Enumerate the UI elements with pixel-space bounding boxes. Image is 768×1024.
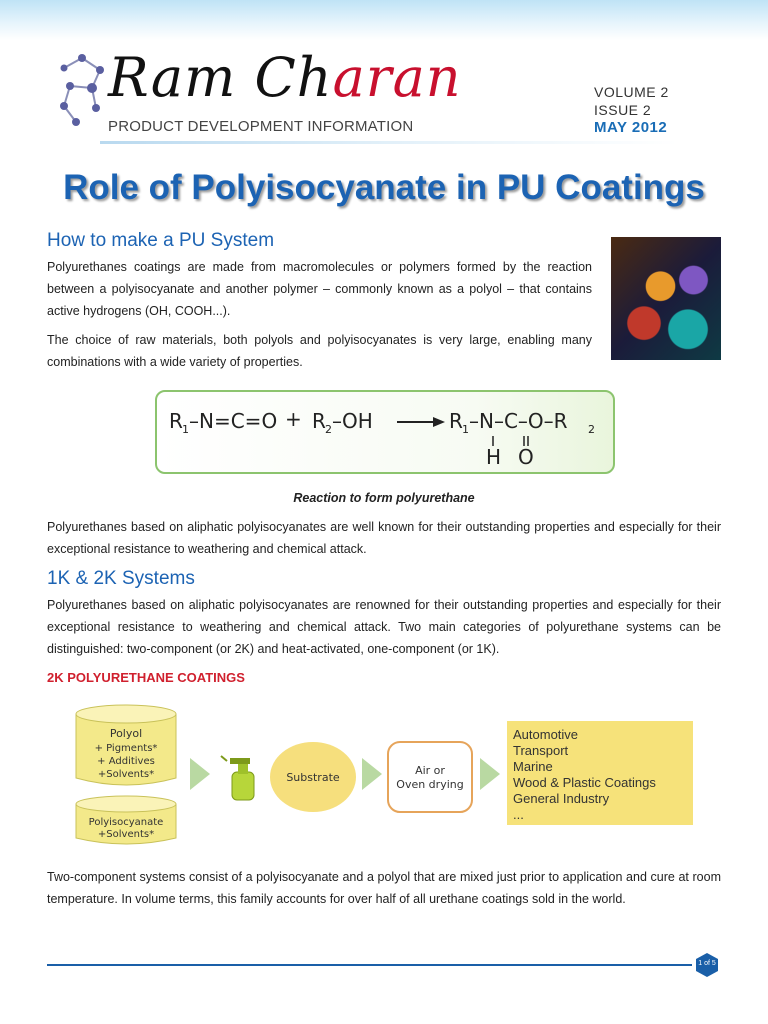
polyisocyanate-cylinder — [76, 796, 176, 844]
page-title: Role of Polyisocyanate in PU Coatings — [63, 168, 705, 207]
list-item: General Industry — [513, 791, 610, 806]
paragraph: Polyurethanes coatings are made from macromolecules or polymers formed by the reaction between a polyisocyanate and another polymer – commonly known as a polyol – that contains active hydrogens (OH, COOH...). — [47, 260, 592, 318]
product-r1-subscript: 1 — [462, 423, 469, 436]
flow-arrow-icon — [480, 758, 500, 790]
flow-arrow-icon — [362, 758, 382, 790]
reactant-r1-subscript: 1 — [182, 423, 189, 436]
polyol-cylinder — [76, 705, 176, 785]
reaction-arrow — [397, 417, 445, 427]
drying-node — [388, 742, 472, 812]
reactant-r1: R — [169, 409, 183, 433]
figure-caption: Reaction to form polyurethane — [293, 491, 475, 505]
reaction-equation-box — [155, 390, 615, 474]
applications-list — [507, 721, 693, 825]
urethane-linkage: –N–C–O–R — [469, 409, 568, 433]
section-heading-pu-system: How to make a PU System — [47, 230, 275, 251]
hydroxyl-group: –OH — [332, 409, 373, 433]
polyiso-label-1: +Solvents* — [97, 829, 155, 840]
paragraph: Two-component systems consist of a polyisocyanate and a polyol that are mixed just prior to application and cure at room temperature. In volume terms, this family accounts for over half of all urethane coatings sold in the world. — [47, 870, 721, 906]
subheading-2k-coatings: 2K POLYURETHANE COATINGS — [47, 670, 245, 685]
reactant-r2-subscript: 2 — [325, 423, 332, 436]
header-divider — [100, 141, 678, 144]
substrate-node — [270, 742, 356, 812]
page-number: 1 of 5 — [698, 960, 716, 967]
molecule-logo-icon — [52, 50, 112, 130]
drying-label-1: Oven drying — [396, 778, 464, 791]
substrate-label: Substrate — [286, 771, 340, 784]
hydrogen-atom: H — [486, 445, 502, 469]
top-gradient-band — [0, 0, 768, 40]
oxygen-atom: O — [518, 445, 534, 469]
list-item: ... — [513, 807, 524, 822]
page-number-badge — [694, 952, 720, 978]
polyol-label-2: + Additives — [97, 756, 155, 767]
polyol-label-0: Polyol — [109, 727, 143, 740]
spray-bottle-icon — [221, 756, 254, 800]
brand-name: Ram Charan — [108, 46, 462, 109]
issue-label: ISSUE 2 — [594, 102, 652, 118]
reaction-equation — [157, 392, 613, 472]
isocyanate-group: –N=C=O — [189, 409, 278, 433]
paragraph: The choice of raw materials, both polyols and polyisocyanates is very large, enabling many combinations with a wide variety of properties. — [47, 333, 592, 369]
section-heading-1k-2k: 1K & 2K Systems — [47, 568, 195, 589]
paragraph: Polyurethanes based on aliphatic polyisocyanates are well known for their outstanding properties and especially for their exceptional resistance to weathering and chemical attack. — [47, 520, 721, 556]
issue-info — [594, 83, 669, 137]
list-item: Automotive — [513, 727, 579, 742]
polyol-label-1: + Pigments* — [94, 743, 158, 754]
plus-sign: + — [285, 407, 302, 431]
lab-flasks-photo — [611, 237, 721, 360]
product-r2-subscript: 2 — [588, 423, 595, 436]
product-r1: R — [449, 409, 463, 433]
paragraph: Polyurethanes based on aliphatic polyisocyanates are renowned for their outstanding properties and especially for their exceptional resistance to weathering and chemical attack. Two main categories of polyurethane systems can be distinguished: two-component (or 2K) and heat-activated, one-component (or 1K). — [47, 598, 721, 656]
polyol-label-3: +Solvents* — [97, 769, 155, 780]
drying-label-0: Air or — [415, 764, 445, 777]
polyiso-label-0: Polyisocyanate — [88, 817, 164, 828]
reactant-r2: R — [312, 409, 326, 433]
volume-label: VOLUME 2 — [594, 84, 669, 100]
footer-divider — [47, 964, 692, 966]
tagline: PRODUCT DEVELOPMENT INFORMATION — [108, 118, 414, 135]
flow-arrow-icon — [190, 758, 210, 790]
list-item: Transport — [513, 743, 569, 758]
issue-date: MAY 2012 — [594, 119, 668, 136]
list-item: Wood & Plastic Coatings — [513, 775, 656, 790]
list-item: Marine — [513, 759, 553, 774]
